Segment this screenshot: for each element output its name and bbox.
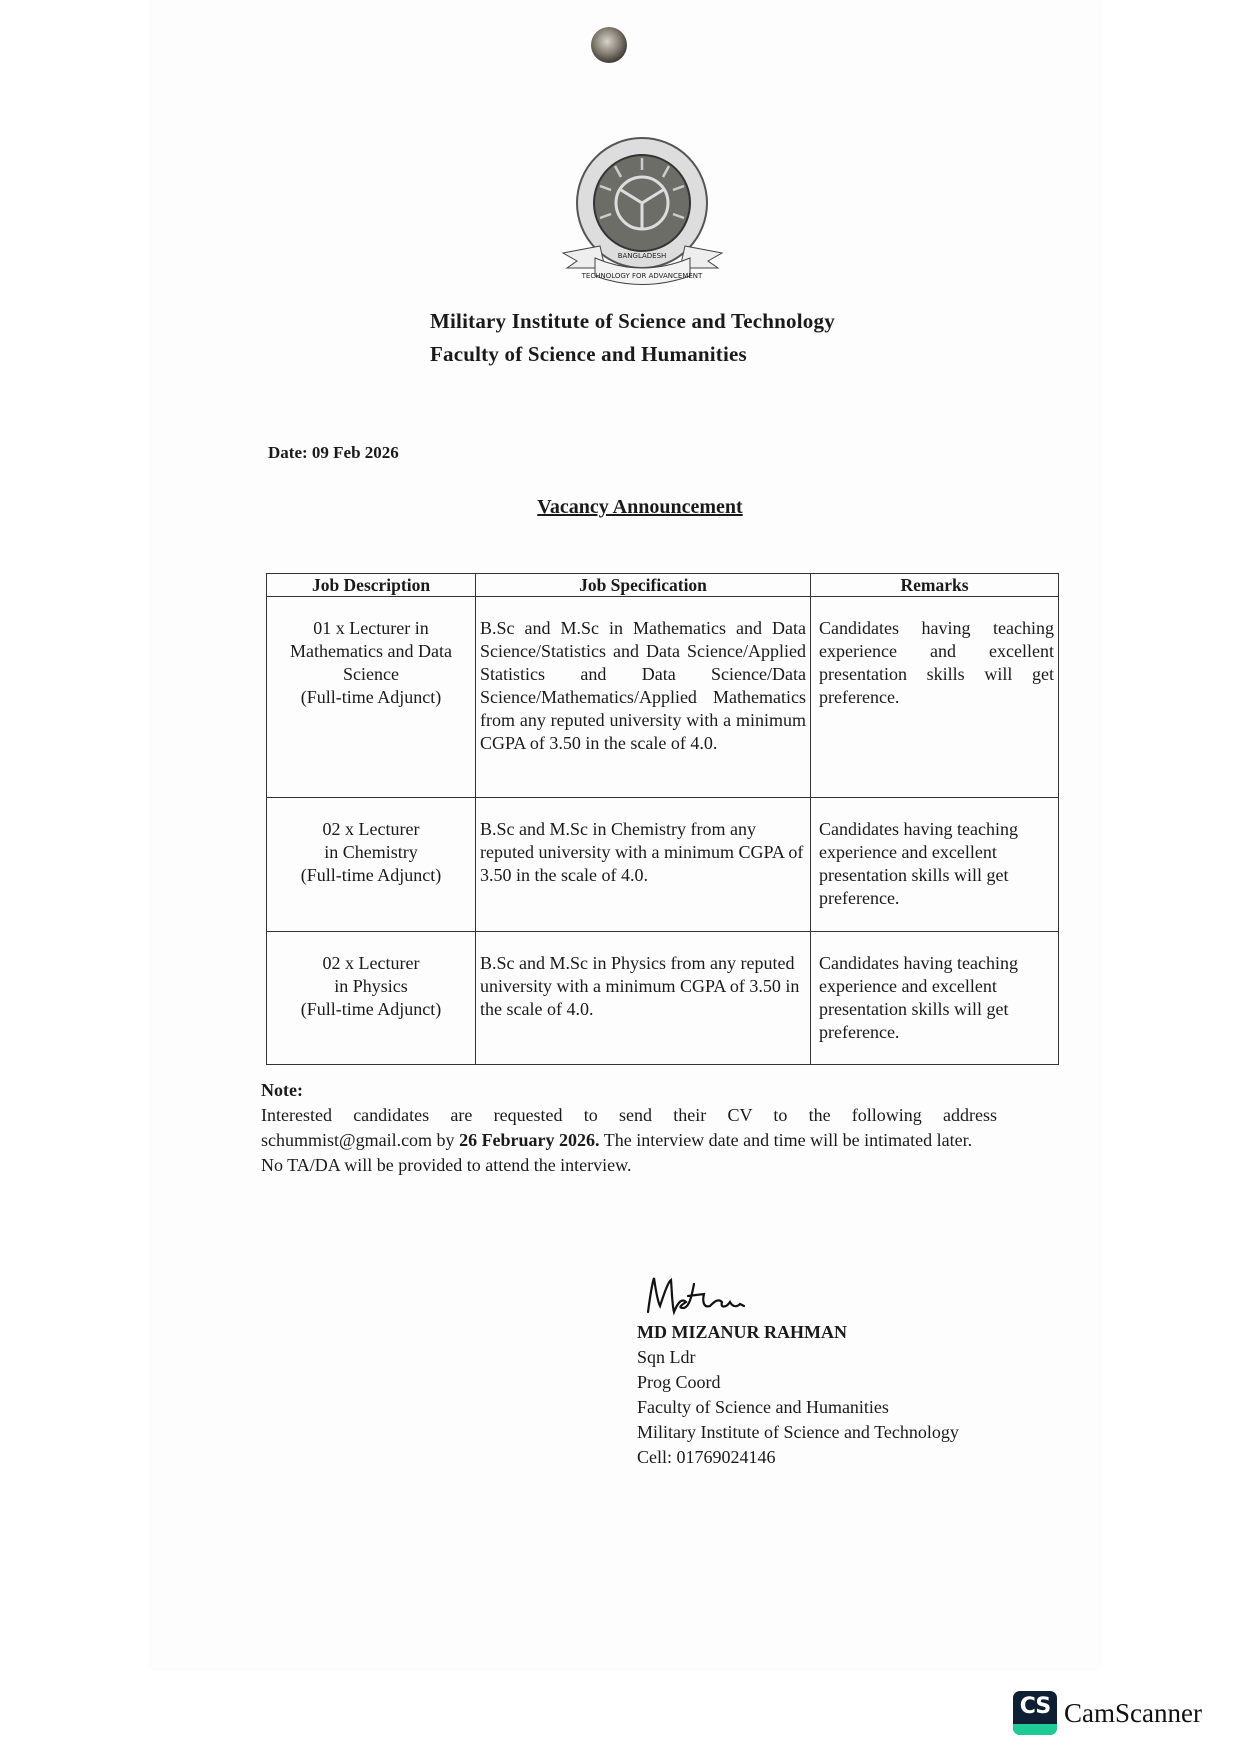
signatory-faculty: Faculty of Science and Humanities: [637, 1397, 889, 1417]
job-description-cell: [267, 798, 476, 932]
signatory-institution: Military Institute of Science and Technology: [637, 1422, 959, 1442]
job-description-line: 02 x Lecturer: [322, 819, 420, 839]
note-label: Note:: [261, 1080, 303, 1100]
handwritten-signature: [644, 1272, 764, 1322]
table-row: [267, 798, 1059, 932]
job-specification-cell: B.Sc and M.Sc in Mathematics and Data Science/Statistics and Data Science/Applied Statistics and Data Science/Data Science/Mathematics/Applied Mathematics from any reputed university with a minimum CGPA of 3.50 in the scale of 4.0.: [476, 597, 811, 798]
contact-email: schummist@gmail.com by: [261, 1130, 460, 1150]
document-title: Vacancy Announcement: [537, 496, 743, 518]
vacancy-table: [266, 573, 1059, 1065]
institution-name: Military Institute of Science and Technology: [430, 309, 835, 333]
job-description-line: Mathematics and Data: [290, 641, 452, 661]
job-description-line: (Full-time Adjunct): [300, 687, 442, 707]
note-text: The interview date and time will be intimated later.: [599, 1130, 973, 1150]
note-line: No TA/DA will be provided to attend the interview.: [261, 1155, 632, 1175]
camscanner-watermark: CamScanner: [1064, 1698, 1202, 1728]
note-line: Interested candidates are requested to send their CV to the following address: [261, 1105, 997, 1125]
signatory-rank: Sqn Ldr: [637, 1347, 696, 1367]
job-description-cell: [267, 597, 476, 798]
remarks-cell: Candidates having teaching experience and excellent presentation skills will get preference.: [811, 597, 1059, 798]
note-section: [261, 1078, 997, 1178]
job-description-line: (Full-time Adjunct): [300, 865, 442, 885]
logo-motto: TECHNOLOGY FOR ADVANCEMENT: [581, 272, 703, 280]
institution-logo-seal: [555, 128, 730, 298]
signatory-block: [637, 1320, 959, 1470]
remarks-cell: Candidates having teaching experience and excellent presentation skills will get preference.: [811, 932, 1059, 1065]
note-line: [261, 1128, 997, 1153]
column-header: Remarks: [811, 574, 1059, 597]
application-deadline: 26 February 2026.: [459, 1130, 600, 1150]
remarks-cell: Candidates having teaching experience and excellent presentation skills will get preference.: [811, 798, 1059, 932]
punch-hole: [591, 27, 627, 63]
job-description-line: Science: [343, 664, 399, 684]
job-description-line: 01 x Lecturer in: [313, 618, 429, 638]
table-row: [267, 597, 1059, 798]
announcement-date: Date: 09 Feb 2026: [268, 443, 399, 462]
job-description-line: 02 x Lecturer: [322, 953, 420, 973]
job-specification-cell: B.Sc and M.Sc in Chemistry from any reputed university with a minimum CGPA of 3.50 in the scale of 4.0.: [476, 798, 811, 932]
signatory-cell: Cell: 01769024146: [637, 1447, 776, 1467]
signatory-position: Prog Coord: [637, 1372, 721, 1392]
job-description-cell: [267, 932, 476, 1065]
faculty-name: Faculty of Science and Humanities: [430, 342, 747, 366]
logo-country: BANGLADESH: [617, 252, 667, 260]
camscanner-logo-icon: [1013, 1691, 1057, 1735]
job-specification-cell: B.Sc and M.Sc in Physics from any reputed university with a minimum CGPA of 3.50 in the scale of 4.0.: [476, 932, 811, 1065]
job-description-line: in Chemistry: [324, 842, 418, 862]
signatory-name: MD MIZANUR RAHMAN: [637, 1322, 847, 1342]
column-header: Job Description: [267, 574, 476, 597]
table-header-row: [267, 574, 1059, 597]
table-row: [267, 932, 1059, 1065]
column-header: Job Specification: [476, 574, 811, 597]
job-description-line: in Physics: [334, 976, 408, 996]
job-description-line: (Full-time Adjunct): [300, 999, 442, 1019]
camscanner-logo-letters: CS: [1019, 1694, 1051, 1719]
